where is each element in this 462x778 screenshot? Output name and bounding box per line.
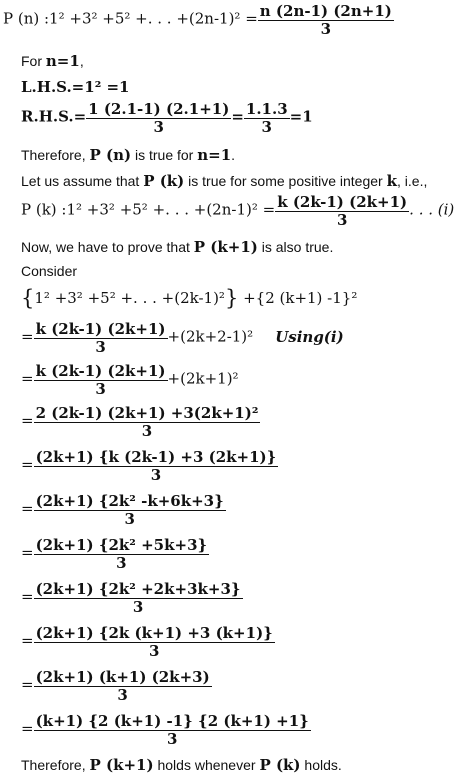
statement-pk: P (k) :1² +3² +5² +. . . +(2n-1)² = $\frac{k (2k-1) (2k+1)}{3}$ . . . (i)	[21, 193, 455, 229]
base-case-lhs: L.H.S.=1² =1	[21, 78, 130, 96]
induction-goal: Now, we have to prove that P (k+1) is also true.	[21, 238, 334, 256]
step-7: = $\frac{\text{(2k+1) \{2k² +2k+3k+3\}}}{3}$	[21, 580, 241, 616]
step-8: = $\frac{(2k+1) \{2k (k+1) +3 (k+1)\}}{3}$	[21, 624, 273, 660]
statement-fraction: $\frac{n (2n-1) (2n+1)}{3}$	[259, 2, 392, 38]
step-3: = $\frac{\text{2 (2k-1) (2k+1) +3(2k+1)²}}{3}$	[21, 404, 259, 440]
equation-label: . . . (i)	[409, 200, 455, 219]
step-10: = $\frac{(k+1) \{2 (k+1) -1\} \{2 (k+1) +1\}}{3}$	[21, 712, 309, 748]
step-9: = $\frac{(2k+1) (k+1) (2k+3)}{3}$	[21, 668, 210, 704]
final-conclusion: Therefore, P (k+1) holds whenever P (k) holds.	[21, 756, 342, 774]
base-case-rhs: R.H.S.= $\frac{1 (2.1-1) (2.1+1)}{3}$ = $\frac{1.1.3}{3}$ =1	[21, 100, 313, 136]
using-note: Using(i)	[275, 327, 344, 346]
statement-lhs: P (n) :1² +3² +5² +. . . +(2n-1)² =	[3, 9, 258, 28]
step-2: = $\frac{k (2k-1) (2k+1)}{3}$ +(2k+1)²	[21, 362, 239, 398]
consider-expression: {1² +3² +5² +. . . +(2k-1)²} +{2 (k+1) -1}²	[21, 286, 358, 310]
step-1: = $\frac{k (2k-1) (2k+1)}{3}$ +(2k+2-1)² Using(i)	[21, 320, 344, 356]
step-5: = $\frac{\text{(2k+1) \{2k² -k+6k+3\}}}{3}$	[21, 492, 224, 528]
induction-assumption: Let us assume that P (k) is true for some positive integer k, i.e.,	[21, 172, 428, 190]
base-case-conclusion: Therefore, P (n) is true for n=1.	[21, 146, 236, 164]
base-case-intro: For n=1,	[21, 52, 84, 70]
step-4: = $\frac{(2k+1) \{k (2k-1) +3 (2k+1)\}}{3}$	[21, 448, 277, 484]
statement-pn	[3, 2, 394, 37]
consider-label: Consider	[21, 263, 78, 279]
step-6: = $\frac{\text{(2k+1) \{2k² +5k+3\}}}{3}$	[21, 536, 208, 572]
